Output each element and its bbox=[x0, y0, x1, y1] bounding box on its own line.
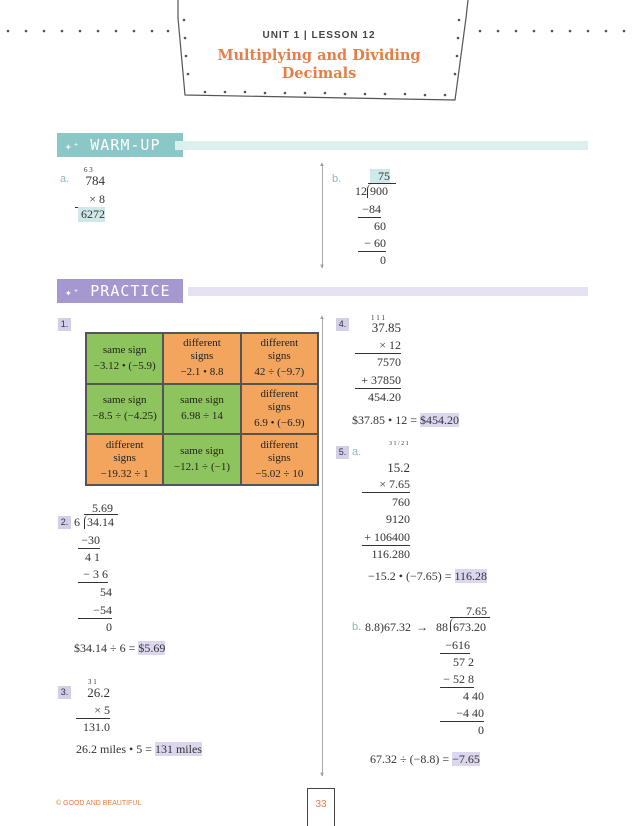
problem-5b-answer: −7.65 bbox=[452, 752, 480, 766]
problem-5a-letter: a. bbox=[352, 446, 362, 458]
problem-2-divisor: 6 bbox=[74, 515, 80, 529]
warmup-b-divisor: 12 bbox=[355, 184, 367, 198]
grid-cell-sign-label-2: signs bbox=[268, 350, 291, 363]
grid-cell-sign-label-2: signs bbox=[190, 350, 214, 363]
grid-cell bbox=[86, 333, 163, 384]
warmup-banner bbox=[57, 133, 183, 157]
problem-2-step2: 4 1 bbox=[85, 550, 100, 564]
unit-label: UNIT 1 | LESSON 12 bbox=[262, 30, 376, 41]
problem-3-answer: 131 miles bbox=[154, 742, 202, 756]
problem-5b-step5: −4 40 bbox=[440, 706, 484, 722]
grid-cell bbox=[241, 384, 318, 435]
problem-3-answer-line bbox=[76, 742, 202, 757]
problem-5b-letter: b. bbox=[352, 621, 362, 633]
grid-cell bbox=[163, 333, 240, 384]
divider-arrow-bottom: ▼ bbox=[319, 772, 325, 778]
warmup-a-carry: 6 3 bbox=[84, 166, 93, 174]
sparkle-icon: ✦⁺ bbox=[65, 140, 81, 153]
warmup-a-result: 6272 bbox=[78, 207, 105, 222]
problem-5a-row2: 9120 bbox=[386, 512, 410, 526]
problem-5a-result: 116.280 bbox=[371, 547, 410, 561]
problem-5b-bar bbox=[450, 617, 490, 618]
problem-3-answer-prefix: 26.2 miles • 5 = bbox=[76, 742, 152, 756]
problem-2-step5: −54 bbox=[78, 603, 112, 619]
page-number: 33 bbox=[315, 799, 327, 810]
problem-2-step1: −30 bbox=[78, 533, 100, 549]
problem-4-answer-prefix: $37.85 • 12 = bbox=[352, 413, 417, 427]
warmup-label: WARM-UP bbox=[90, 136, 161, 154]
problem-2-step6: 0 bbox=[106, 620, 112, 634]
grid-cell-expression: −12.1 ÷ (−1) bbox=[173, 461, 230, 474]
page-number-tab bbox=[307, 788, 335, 826]
warmup-a-top: 784 bbox=[85, 173, 105, 188]
problem-5a-answer-line bbox=[368, 569, 487, 584]
problem-4-row1: 7570 bbox=[377, 355, 401, 369]
problem-3-result: 131.0 bbox=[83, 720, 110, 734]
problem-2-step4: 54 bbox=[100, 585, 112, 599]
problem-5b-step1: −616 bbox=[440, 638, 470, 654]
warmup-b-step3: − 60 bbox=[358, 236, 386, 252]
problem-4-answer-line bbox=[352, 413, 459, 428]
warmup-banner-line bbox=[175, 141, 588, 150]
warmup-a-mult: × 8 bbox=[75, 192, 105, 208]
grid-cell-sign-label: same sign bbox=[180, 445, 224, 458]
divider-arrow-top: ▲ bbox=[319, 162, 325, 168]
grid-cell bbox=[241, 333, 318, 384]
grid-cell-sign-label: different bbox=[260, 387, 299, 400]
page-title bbox=[0, 47, 638, 83]
arrow-right-icon: → bbox=[416, 620, 428, 634]
problem-5a-carry: 3 1 / 2 1 bbox=[389, 441, 409, 447]
problem-5b-step4: 4 40 bbox=[463, 689, 484, 703]
problem-4-row2: + 37850 bbox=[355, 373, 401, 389]
problem-5b-answer-line bbox=[370, 752, 480, 767]
practice-label: PRACTICE bbox=[90, 282, 171, 300]
problem-4-number: 4. bbox=[336, 318, 349, 331]
sign-grid bbox=[85, 332, 319, 486]
practice-banner-line bbox=[188, 287, 588, 296]
grid-cell-sign-label-2: signs bbox=[268, 400, 291, 413]
title-line-1: Multiplying and Dividing bbox=[217, 47, 421, 64]
problem-2-quotient: 5.69 bbox=[92, 501, 113, 515]
problem-3-carry: 3 1 bbox=[88, 678, 97, 686]
problem-5b-step2: 57 2 bbox=[453, 655, 474, 669]
warmup-divider bbox=[322, 165, 323, 268]
problem-3-number: 3. bbox=[58, 686, 71, 699]
divider-arrow-top: ▲ bbox=[319, 315, 325, 321]
problem-2-step3: − 3 6 bbox=[78, 567, 108, 583]
warmup-b-step1: −84 bbox=[358, 202, 381, 218]
practice-divider bbox=[322, 318, 323, 776]
footer-brand: © GOOD AND BEAUTIFUL bbox=[56, 800, 142, 807]
practice-banner bbox=[57, 279, 183, 303]
warmup-b-step2: 60 bbox=[374, 219, 386, 233]
grid-cell-sign-label: different bbox=[183, 337, 221, 350]
grid-cell bbox=[86, 434, 163, 485]
grid-cell-expression: −5.02 ÷ 10 bbox=[255, 467, 304, 480]
problem-4-answer: $454.20 bbox=[419, 413, 459, 427]
warmup-a-letter: a. bbox=[60, 173, 70, 185]
grid-cell-sign-label: same sign bbox=[180, 394, 224, 407]
grid-cell bbox=[163, 384, 240, 435]
problem-4-mult: × 12 bbox=[355, 338, 401, 354]
problem-2-answer: $5.69 bbox=[138, 641, 166, 655]
grid-cell-expression: 42 ÷ (−9.7) bbox=[254, 366, 305, 379]
warmup-b-letter: b. bbox=[332, 173, 342, 185]
grid-cell-sign-label: different bbox=[260, 438, 299, 451]
problem-5b-quotient: 7.65 bbox=[466, 604, 487, 618]
problem-5a-mult: × 7.65 bbox=[362, 477, 410, 493]
divider-arrow-bottom: ▼ bbox=[319, 264, 325, 270]
problem-5b-step6: 0 bbox=[478, 723, 484, 737]
problem-5b-step3: − 52 8 bbox=[440, 672, 474, 688]
problem-5a-row3: + 106400 bbox=[362, 530, 410, 546]
grid-cell-expression: −19.32 ÷ 1 bbox=[100, 467, 149, 480]
problem-5b-divisor: 88 bbox=[436, 620, 448, 634]
problem-3-mult: × 5 bbox=[76, 703, 110, 719]
grid-cell bbox=[241, 434, 318, 485]
problem-2-answer-prefix: $34.14 ÷ 6 = bbox=[74, 641, 136, 655]
grid-cell-sign-label-2: signs bbox=[113, 451, 136, 464]
grid-cell-expression: −2.1 • 8.8 bbox=[180, 366, 224, 379]
problem-5b-original: 8.8)67.32 bbox=[365, 620, 411, 634]
problem-2-dividend: 34.14 bbox=[87, 515, 114, 529]
problem-3-top: 26.2 bbox=[87, 685, 110, 700]
grid-cell-sign-label: different bbox=[260, 337, 299, 350]
problem-5a-answer: 116.28 bbox=[454, 569, 488, 583]
grid-cell-expression: 6.9 • (−6.9) bbox=[254, 416, 305, 429]
grid-cell-sign-label-2: signs bbox=[268, 451, 291, 464]
grid-cell-expression: −3.12 • (−5.9) bbox=[93, 359, 156, 372]
problem-5a-row1: 760 bbox=[392, 495, 410, 509]
problem-4-carry: 1 1 1 bbox=[371, 314, 385, 322]
grid-cell-expression: 6.98 ÷ 14 bbox=[181, 410, 223, 423]
sparkle-icon: ✦⁺ bbox=[65, 286, 81, 299]
grid-cell bbox=[163, 434, 240, 485]
problem-2-number: 2. bbox=[58, 516, 71, 529]
problem-5a-top: 15.2 bbox=[387, 460, 410, 475]
problem-4-result: 454.20 bbox=[368, 390, 401, 404]
grid-cell-sign-label: different bbox=[105, 438, 144, 451]
warmup-b-step4: 0 bbox=[380, 253, 386, 267]
grid-cell-sign-label: same sign bbox=[102, 343, 147, 356]
problem-2-answer-line bbox=[74, 641, 165, 656]
title-line-2: Decimals bbox=[281, 65, 357, 82]
grid-cell-expression: −8.5 ÷ (−4.25) bbox=[92, 410, 157, 423]
grid-cell bbox=[86, 384, 163, 435]
grid-cell-sign-label: same sign bbox=[102, 394, 147, 407]
problem-4-top: 37.85 bbox=[371, 320, 401, 335]
problem-5-number: 5. bbox=[336, 446, 349, 459]
problem-1-number: 1. bbox=[58, 318, 71, 331]
problem-5b-dividend: 673.20 bbox=[453, 620, 486, 634]
warmup-b-quotient: 75 bbox=[370, 169, 390, 184]
problem-5b-answer-prefix: 67.32 ÷ (−8.8) = bbox=[370, 752, 450, 766]
warmup-b-dividend: 900 bbox=[370, 184, 388, 198]
problem-5a-answer-prefix: −15.2 • (−7.65) = bbox=[368, 569, 452, 583]
